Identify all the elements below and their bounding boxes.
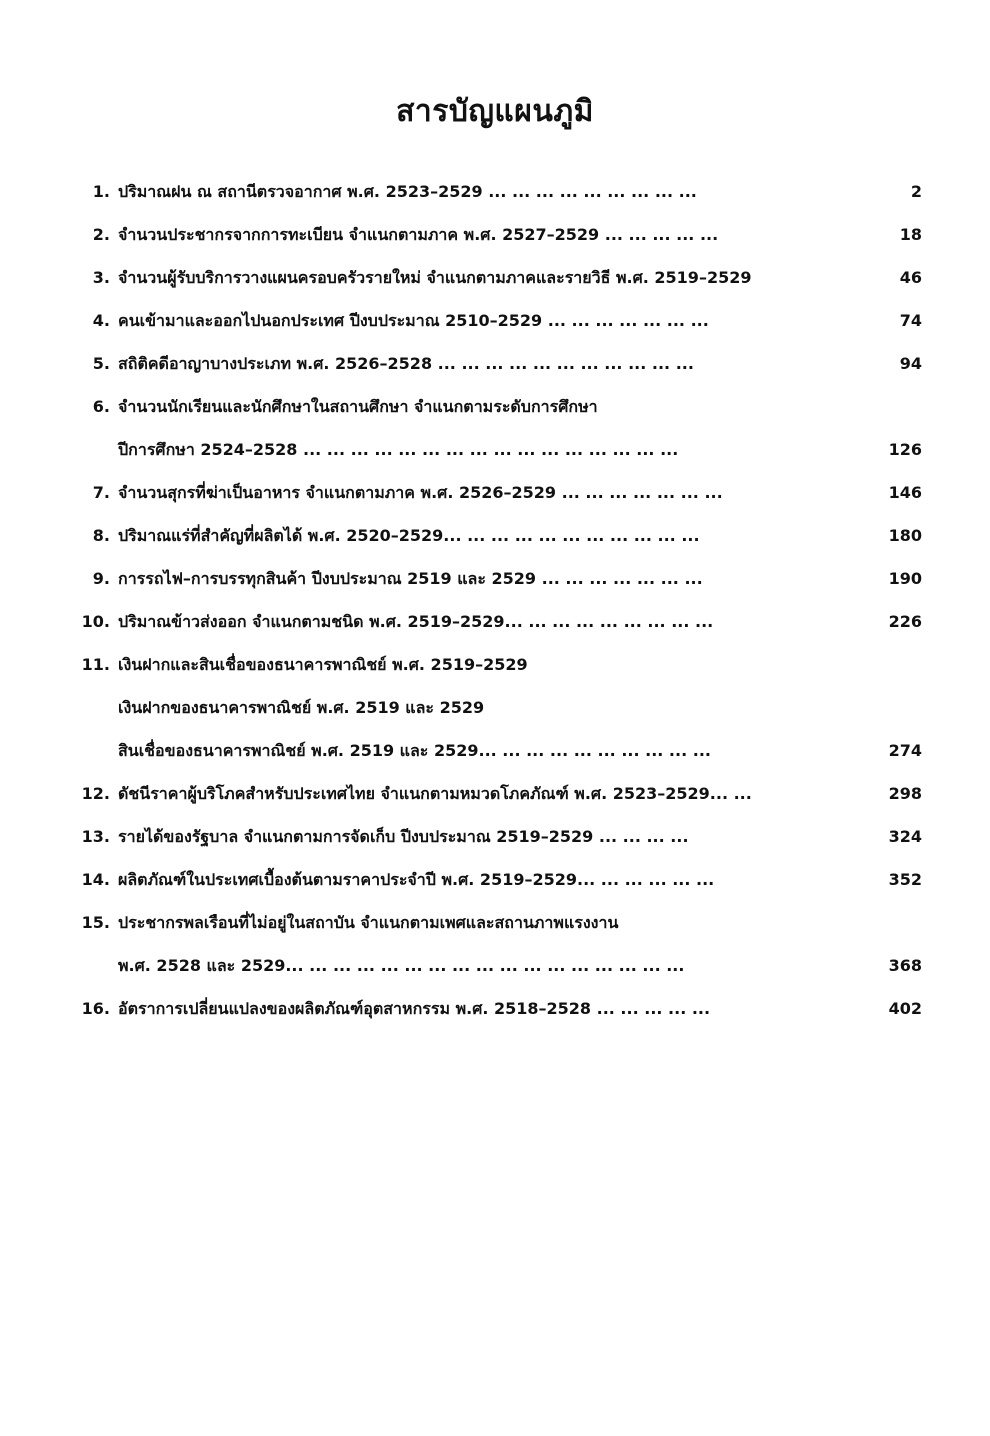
- entry-page-number: 298: [888, 784, 922, 803]
- entry-title: รายได้ของรัฐบาล จำแนกตามการจัดเก็บ ปีงบประมาณ 2519–2529 ... ... ... ...: [118, 827, 689, 846]
- entry-number: 1.: [92, 182, 110, 201]
- toc-line: [70, 213, 922, 256]
- toc-line: [70, 428, 922, 471]
- entry-page-number: 180: [888, 526, 922, 545]
- entry-title: เงินฝากและสินเชื่อของธนาคารพาณิชย์ พ.ศ. 2519–2529: [118, 655, 528, 674]
- entry-number: 5.: [92, 354, 110, 373]
- toc-line: [70, 901, 922, 944]
- entry-title: ปริมาณฝน ณ สถานีตรวจอากาศ พ.ศ. 2523–2529 ... ... ... ... ... ... ... ... ...: [118, 182, 697, 201]
- entry-page-number: 146: [888, 483, 922, 502]
- toc-line: [70, 944, 922, 987]
- toc-line: [70, 385, 922, 428]
- entry-number: 12.: [81, 784, 110, 803]
- table-of-contents: [70, 170, 922, 1030]
- entry-page-number: 18: [899, 225, 922, 244]
- entry-number: 14.: [81, 870, 110, 889]
- entry-page-number: 94: [899, 354, 922, 373]
- entry-number: 10.: [81, 612, 110, 631]
- entry-title: ปีการศึกษา 2524–2528 ... ... ... ... ... ... ... ... ... ... ... ... ... ... ... ...: [118, 440, 679, 459]
- entry-title: ประชากรพลเรือนที่ไม่อยู่ในสถาบัน จำแนกตามเพศและสถานภาพแรงงาน: [118, 913, 619, 932]
- entry-page-number: 190: [888, 569, 922, 588]
- toc-line: [70, 557, 922, 600]
- entry-number: 15.: [81, 913, 110, 932]
- entry-title: ปริมาณแร่ที่สำคัญที่ผลิตได้ พ.ศ. 2520–2529... ... ... ... ... ... ... ... ... ... ...: [118, 526, 700, 545]
- entry-title: จำนวนนักเรียนและนักศึกษาในสถานศึกษา จำแนกตามระดับการศึกษา: [118, 397, 598, 416]
- entry-number: 6.: [92, 397, 110, 416]
- entry-page-number: 2: [910, 182, 922, 201]
- toc-line: [70, 342, 922, 385]
- entry-page-number: 352: [888, 870, 922, 889]
- entry-title: สินเชื่อของธนาคารพาณิชย์ พ.ศ. 2519 และ 2529... ... ... ... ... ... ... ... ... ...: [118, 741, 711, 760]
- toc-line: [70, 600, 922, 643]
- entry-title: ดัชนีราคาผู้บริโภคสำหรับประเทศไทย จำแนกตามหมวดโภคภัณฑ์ พ.ศ. 2523–2529... ...: [118, 784, 752, 803]
- entry-title: จำนวนสุกรที่ฆ่าเป็นอาหาร จำแนกตามภาค พ.ศ. 2526–2529 ... ... ... ... ... ... ...: [118, 483, 723, 502]
- entry-number: 2.: [92, 225, 110, 244]
- toc-line: [70, 772, 922, 815]
- entry-number: 11.: [81, 655, 110, 674]
- entry-title: อัตราการเปลี่ยนแปลงของผลิตภัณฑ์อุตสาหกรรม พ.ศ. 2518–2528 ... ... ... ... ...: [118, 999, 711, 1018]
- entry-number: 7.: [92, 483, 110, 502]
- entry-number: 8.: [92, 526, 110, 545]
- entry-page-number: 74: [899, 311, 922, 330]
- entry-page-number: 324: [888, 827, 922, 846]
- toc-line: [70, 643, 922, 686]
- entry-title: เงินฝากของธนาคารพาณิชย์ พ.ศ. 2519 และ 2529: [118, 698, 485, 717]
- toc-line: [70, 299, 922, 342]
- toc-line: [70, 987, 922, 1030]
- entry-title: จำนวนผู้รับบริการวางแผนครอบครัวรายใหม่ จำแนกตามภาคและรายวิธี พ.ศ. 2519–2529: [118, 268, 752, 287]
- toc-line: [70, 858, 922, 901]
- entry-page-number: 402: [888, 999, 922, 1018]
- entry-title: ปริมาณข้าวส่งออก จำแนกตามชนิด พ.ศ. 2519–2529... ... ... ... ... ... ... ... ...: [118, 612, 714, 631]
- entry-title: ผลิตภัณฑ์ในประเทศเบื้องต้นตามราคาประจำปี พ.ศ. 2519–2529... ... ... ... ... ...: [118, 870, 715, 889]
- toc-line: [70, 729, 922, 772]
- entry-title: พ.ศ. 2528 และ 2529... ... ... ... ... ... ... ... ... ... ... ... ... ... ... ... ...: [118, 956, 685, 975]
- entry-title: จำนวนประชากรจากการทะเบียน จำแนกตามภาค พ.ศ. 2527–2529 ... ... ... ... ...: [118, 225, 719, 244]
- entry-number: 3.: [92, 268, 110, 287]
- toc-line: [70, 815, 922, 858]
- toc-line: [70, 471, 922, 514]
- entry-title: การรถไฟ–การบรรทุกสินค้า ปีงบประมาณ 2519 และ 2529 ... ... ... ... ... ... ...: [118, 569, 703, 588]
- entry-number: 9.: [92, 569, 110, 588]
- toc-line: [70, 170, 922, 213]
- entry-page-number: 226: [888, 612, 922, 631]
- entry-page-number: 126: [888, 440, 922, 459]
- toc-line: [70, 256, 922, 299]
- entry-title: สถิติคดีอาญาบางประเภท พ.ศ. 2526–2528 ... ... ... ... ... ... ... ... ... ... ...: [118, 354, 694, 373]
- entry-page-number: 46: [899, 268, 922, 287]
- toc-line: [70, 686, 922, 729]
- entry-number: 4.: [92, 311, 110, 330]
- entry-page-number: 368: [888, 956, 922, 975]
- entry-page-number: 274: [888, 741, 922, 760]
- toc-line: [70, 514, 922, 557]
- page-title: สารบัญแผนภูมิ: [396, 94, 594, 129]
- entry-number: 16.: [81, 999, 110, 1018]
- entry-number: 13.: [81, 827, 110, 846]
- entry-title: คนเข้ามาและออกไปนอกประเทศ ปีงบประมาณ 2510–2529 ... ... ... ... ... ... ...: [118, 311, 709, 330]
